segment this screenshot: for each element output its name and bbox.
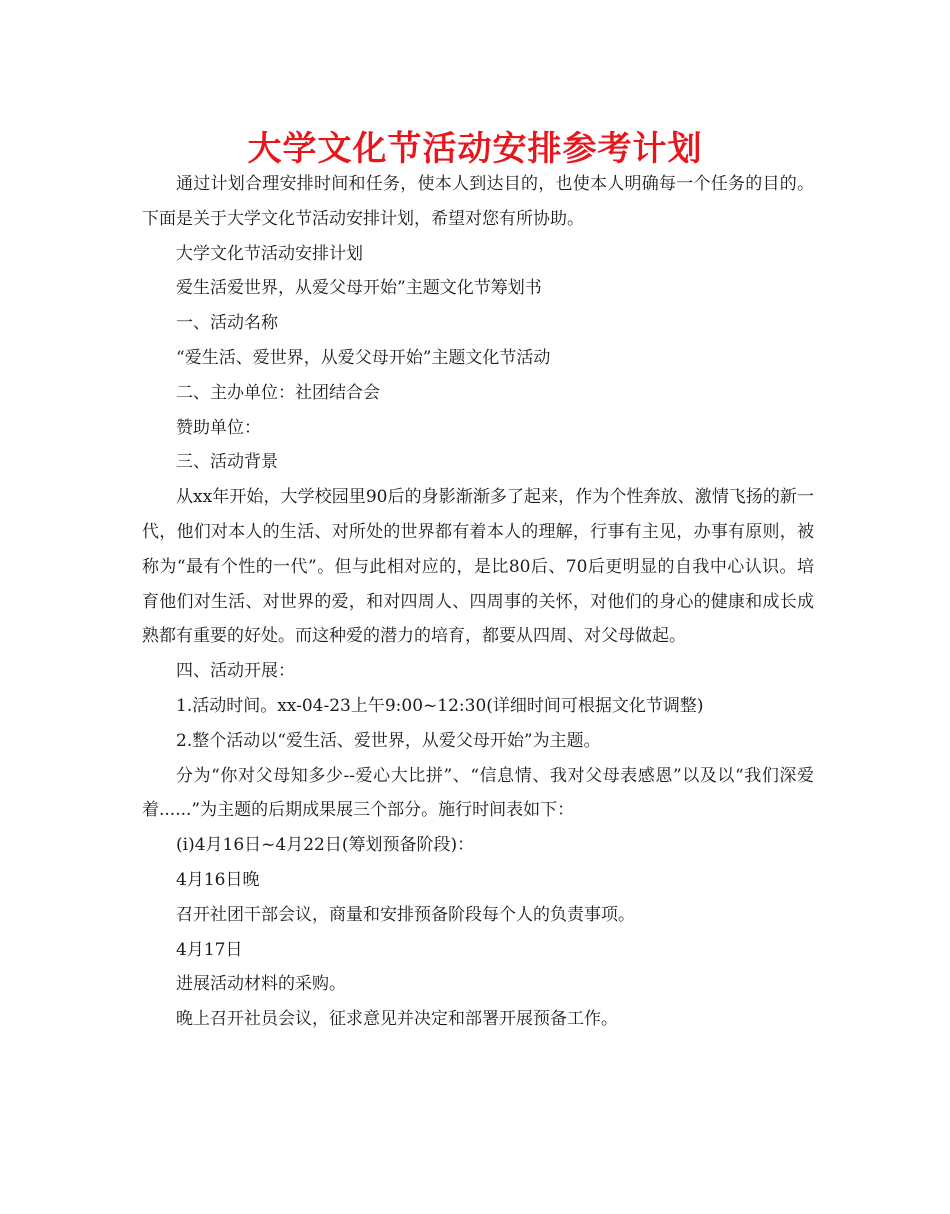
section-heading: 三、活动背景: [176, 452, 278, 473]
paragraph: 通过计划合理安排时间和任务，使本人到达目的，也使本人明确每一个任务的目的。下面是关于大学文化节活动安排计划，希望对您有所协助。: [142, 174, 814, 229]
paragraph: 4月17日: [176, 939, 243, 960]
paragraph: 赞助单位：: [176, 417, 261, 438]
section-heading: 二、主办单位：社团结合会: [176, 382, 380, 403]
section-heading: 一、活动名称: [176, 313, 278, 334]
paragraph: 分为“你对父母知多少--爱心大比拼”、“信息情、我对父母表感恩”以及以“我们深爱着......”为主题的后期成果展三个部分。施行时间表如下：: [142, 765, 814, 821]
paragraph: 2.整个活动以“爱生活、爱世界，从爱父母开始”为主题。: [176, 730, 601, 751]
paragraph: 进展活动材料的采购。: [176, 974, 346, 995]
paragraph: 4月16日晚: [176, 869, 260, 890]
paragraph: 爱生活爱世界，从爱父母开始”主题文化节筹划书: [176, 278, 542, 299]
paragraph: “爱生活、爱世界，从爱父母开始”主题文化节活动: [176, 347, 551, 368]
paragraph: (i)4月16日~4月22日(筹划预备阶段)：: [176, 835, 475, 856]
paragraph: 召开社团干部会议，商量和安排预备阶段每个人的负责事项。: [176, 904, 635, 925]
document-title: 大学文化节活动安排参考计划: [247, 129, 703, 169]
paragraph: 大学文化节活动安排计划: [176, 243, 363, 264]
document-body: [142, 167, 814, 1037]
paragraph: 从xx年开始，大学校园里90后的身影渐渐多了起来，作为个性奔放、激情飞扬的新一代，他们对本人的生活、对所处的世界都有着本人的理解，行事有主见，办事有原则，被称为“最有个性的一代”。但与此相对应的，是比80后、70后更明显的自我中心认识。培育他们对生活、对世界的爱，和对四周人、四周事的关怀，对他们的身心的健康和成长成熟都有重要的好处。而这种爱的潜力的培育，都要从四周、对父母做起。: [142, 487, 814, 647]
section-heading: 四、活动开展：: [176, 661, 295, 682]
paragraph: 1.活动时间。xx-04-23上午9:00~12:30(详细时间可根据文化节调整): [176, 695, 704, 716]
paragraph: 晚上召开社员会议，征求意见并决定和部署开展预备工作。: [176, 1009, 618, 1030]
